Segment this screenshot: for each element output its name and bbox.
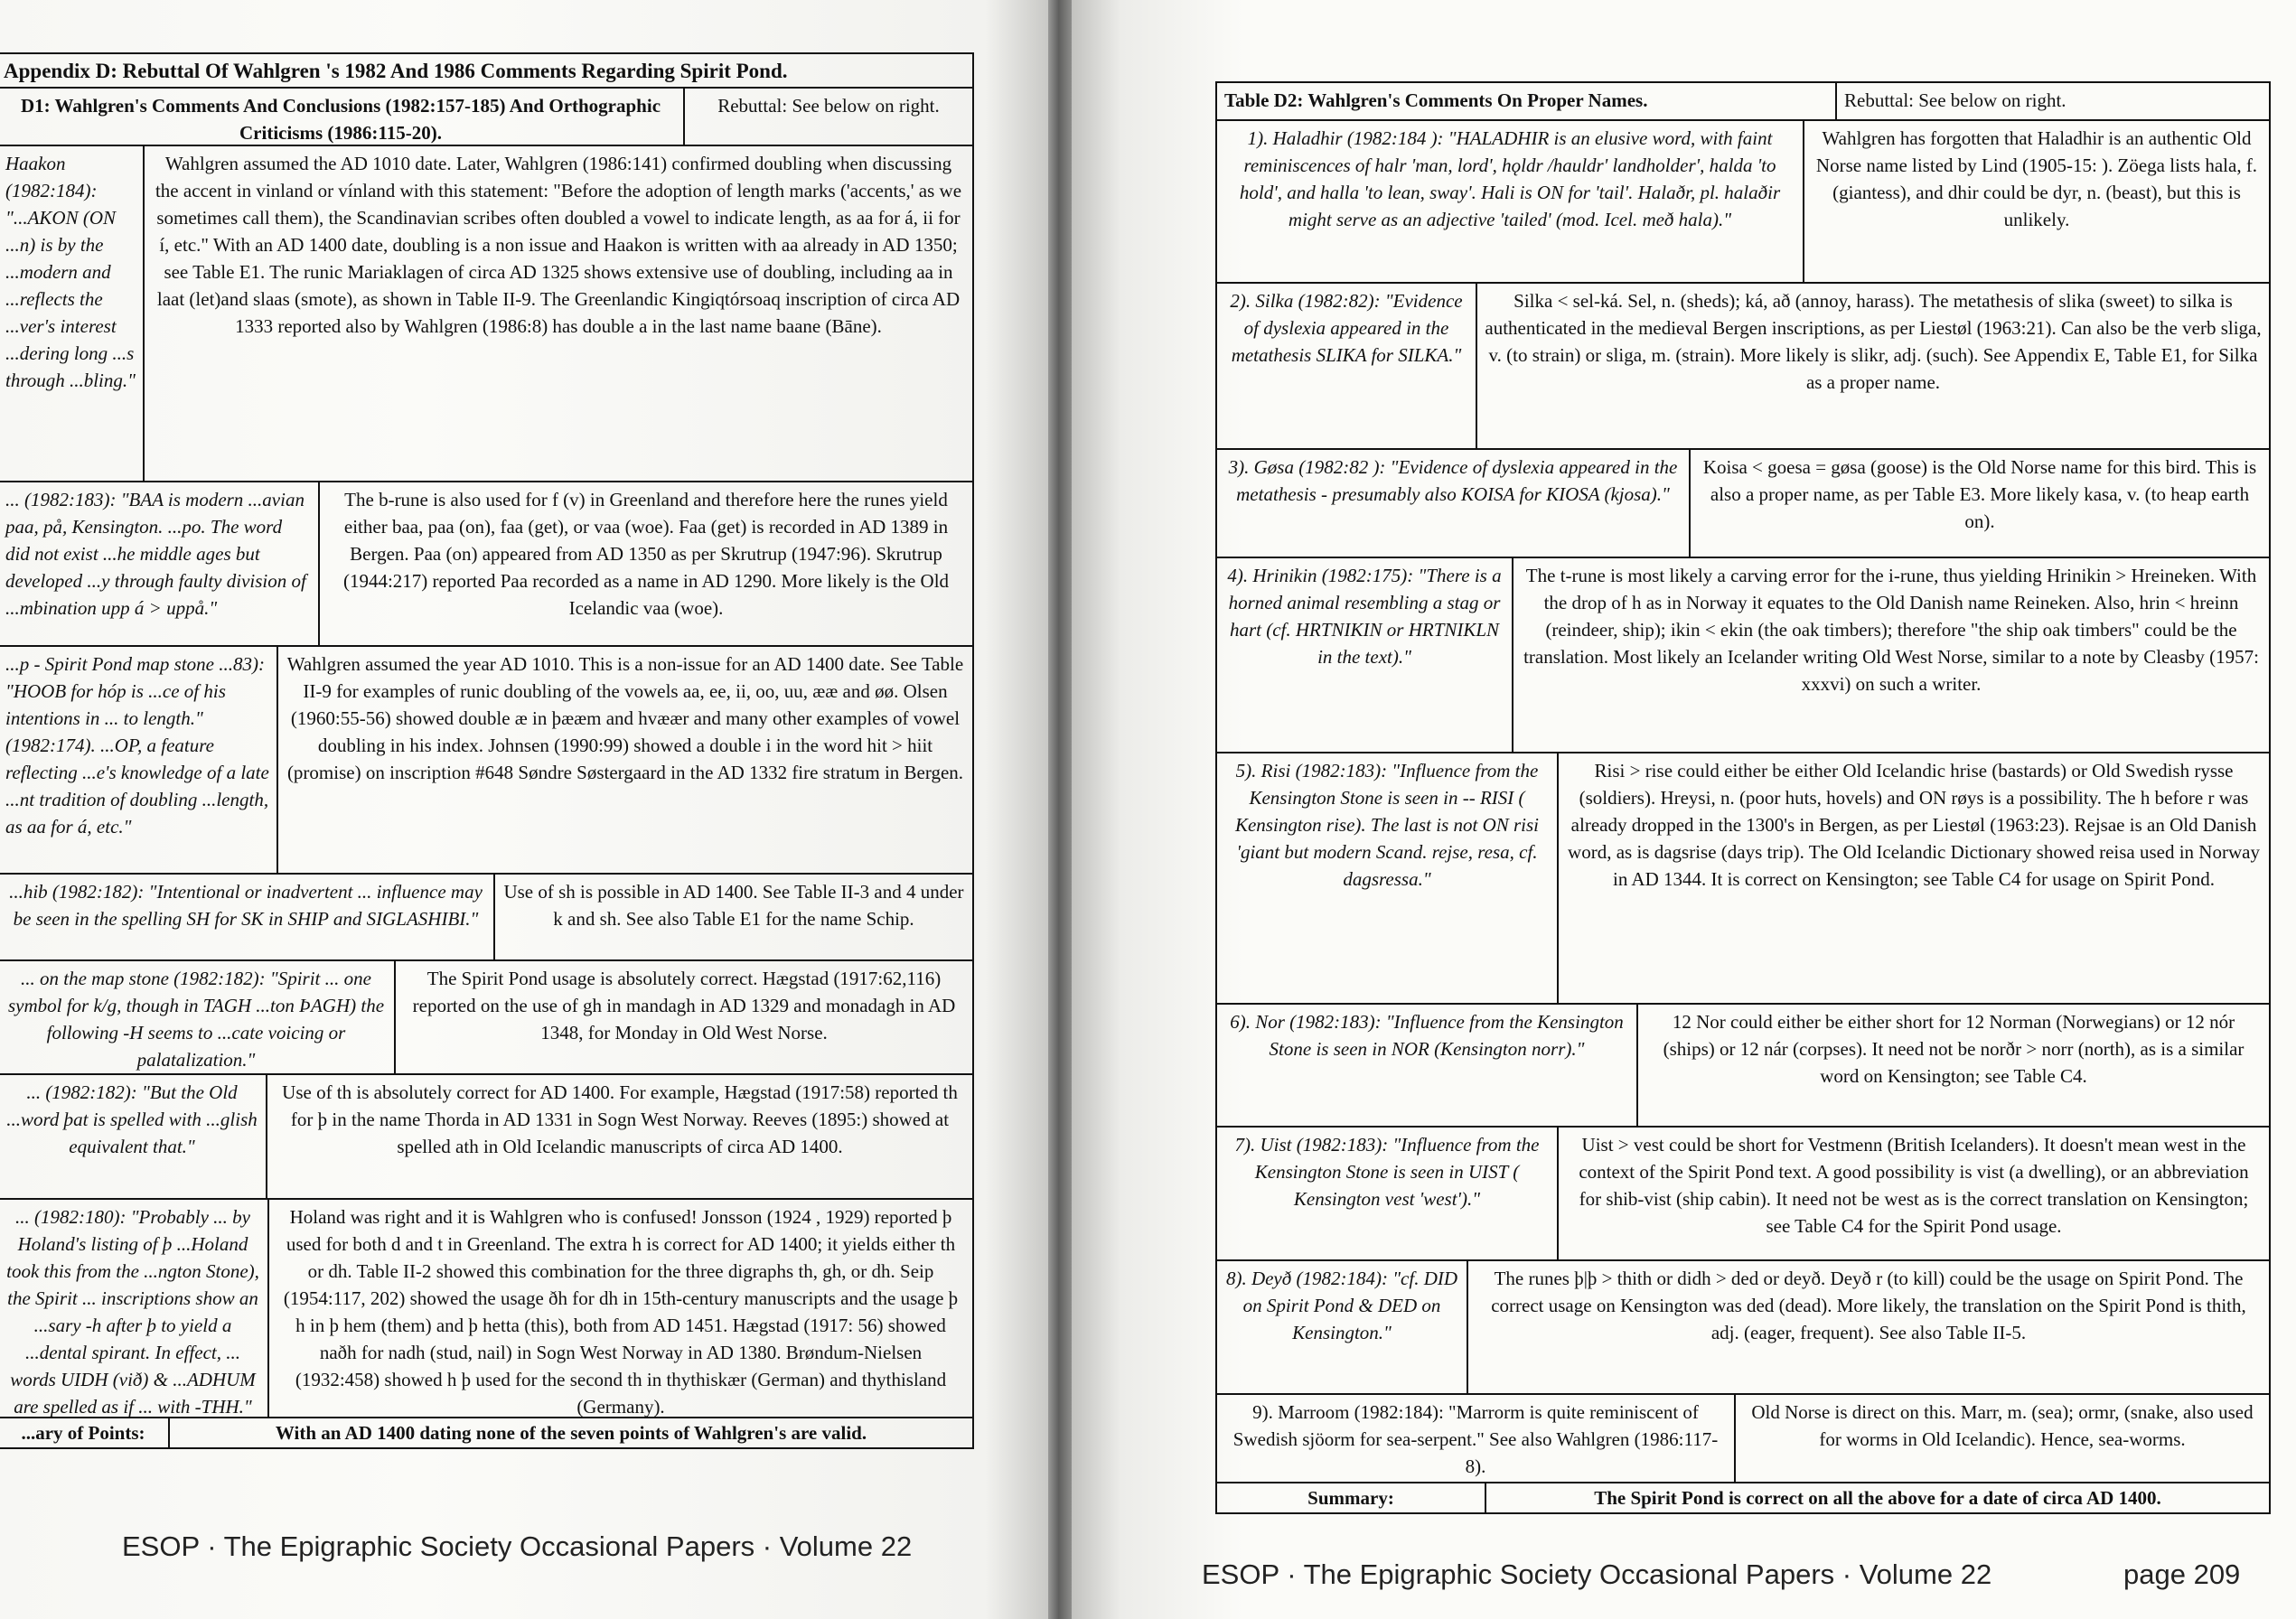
table-row	[1217, 1261, 2269, 1395]
row-comment: 4). Hrinikin (1982:175): "There is a horned animal resembling a stag or hart (cf. HRTNIKIN or HRTNIKLN in the text)."	[1217, 558, 1513, 752]
row-rebuttal: Uist > vest could be short for Vestmenn (British Icelanders). It doesn't mean west in the context of the Spirit Pond text. A good possibility is vist (a dwelling), or an abbreviation for shib-vist (ship cabin). It need not be west as is the correct translation on Kensington; see Table C4 for the Spirit Pond usage.	[1579, 1134, 2249, 1237]
table-header-row	[1217, 83, 2269, 121]
table-row	[1217, 1005, 2269, 1128]
row-comment: 1). Haladhir (1982:184 ): "HALADHIR is an elusive word, with faint reminiscences of halr 'man, lord', hǫldr /hauldr' landholder', halda 'to hold', and halla 'to lean, sway'. Hali is ON for 'tail'. Halaðr, pl. halaðir might serve as an adjective 'tailed' (mod. Icel. með hala)."	[1217, 121, 1804, 282]
summary-row	[1217, 1483, 2269, 1512]
row-comment: 6). Nor (1982:183): "Influence from the Kensington Stone is seen in NOR (Kensington norr)."	[1217, 1005, 1638, 1126]
table-row	[0, 146, 972, 482]
table-row	[0, 875, 972, 961]
row-comment: 2). Silka (1982:82): "Evidence of dyslexia appeared in the metathesis SLIKA for SILKA."	[1217, 284, 1477, 448]
left-page	[0, 0, 1048, 1619]
table-row	[1217, 450, 2269, 558]
table-row	[1217, 121, 2269, 284]
row-rebuttal: Use of sh is possible in AD 1400. See Table II-3 and 4 under k and sh. See also Table E1 for the name Schip.	[503, 881, 964, 930]
book-gutter	[1048, 0, 1072, 1619]
summary-label: ...ary of Points:	[0, 1418, 170, 1447]
row-comment: 7). Uist (1982:183): "Influence from the Kensington Stone is seen in UIST ( Kensington vest 'west')."	[1217, 1128, 1559, 1259]
table-row	[1217, 1128, 2269, 1261]
row-rebuttal: Holand was right and it is Wahlgren who is confused! Jonsson (1924 , 1929) reported þ used for both d and t in Greenland. The extra h is correct for AD 1400; it yields either th or dh. Table II-2 showed this combination for the three digraphs th, gh, or dh. Seip (1954:117, 202) showed the usage ðh for dh in 15th-century manuscripts and the usage þ h in þ hem (them) and þ hetta (this), both from AD 1451. Hægstad (1917: 56) showed naðh for nadh (stud, nail) in Sogn West Norway in AD 1380. Brøndum-Nielsen (1932:458) showed h þ used for the second th in thythiskær (German) and thythisland (Germany).	[283, 1206, 959, 1417]
row-rebuttal: The Spirit Pond usage is absolutely correct. Hægstad (1917:62,116) reported on the use of gh in mandagh in AD 1329 and monadagh in AD 1348, for Monday in Old West Norse.	[412, 968, 956, 1043]
table-header-left: Table D2: Wahlgren's Comments On Proper Names.	[1217, 83, 1837, 119]
table-row	[1217, 558, 2269, 753]
row-comment: Haakon (1982:184): "...AKON (ON ...n) is by the ...modern and ...reflects the ...ver's interest ...dering long ...s through ...bling."	[0, 146, 145, 481]
table-d1	[0, 52, 974, 1449]
row-rebuttal: Old Norse is direct on this. Marr, m. (sea); ormr, (snake, also used for worms in Old Icelandic). Hence, sea-worms.	[1751, 1401, 2254, 1450]
row-rebuttal: The t-rune is most likely a carving error for the i-rune, thus yielding Hrinikin > Hreineken. With the drop of h as in Norway it equates to the Old Danish name Reineken. Also, hrin < hreinn (reindeer, ship); ikin < ekin (the oak timbers); therefore "the ship oak timbers" could be the translation. Most likely an Icelander writing Old West Norse, similar to a note by Cleasby (1957: xxxvi) on such a writer.	[1523, 565, 2259, 695]
row-rebuttal: Wahlgren assumed the AD 1010 date. Later, Wahlgren (1986:141) confirmed doubling when discussing the accent in vinland or vínland with this statement: "Before the adoption of length marks ('accents,' as we sometimes call them), the Scandinavian scribes often doubled a vowel to indicate length, as aa for á, ii for í, etc." With an AD 1400 date, doubling is a non issue and Haakon is written with aa already in AD 1350; see Table E1. The runic Mariaklagen of circa AD 1325 shows extensive use of doubling, including aa in laat (let)and slaas (smote), as shown in Table II-9. The Greenlandic Kingiqtórsoaq inscription of circa AD 1333 reported also by Wahlgren (1986:8) has double a in the last name baane (Bāne).	[155, 153, 962, 337]
row-rebuttal: 12 Nor could either be either short for 12 Norman (Norwegians) or 12 nór (ships) or 12 nár (corpses). It need not be norðr > norr (north), as is a similar word on Kensington; see Table C4.	[1663, 1011, 2244, 1087]
right-page	[1072, 0, 2296, 1619]
summary-row	[0, 1418, 972, 1447]
table-row	[0, 1200, 972, 1418]
row-rebuttal: Wahlgren has forgotten that Haladhir is an authentic Old Norse name listed by Lind (1905-15: ). Zöega lists hala, f. (giantess), and dhir could be dyr, n. (beast), but this is unlikely.	[1815, 127, 2258, 230]
row-rebuttal: Wahlgren assumed the year AD 1010. This is a non-issue for an AD 1400 date. See Table II-9 for examples of runic doubling of the vowels aa, ee, ii, oo, uu, ææ and øø. Olsen (1960:55-56) showed double æ in þææm and hvæær and many other examples of vowel doubling in his index. Johnsen (1990:99) showed a double i in the word hit > hiit (promise) on inscription #648 Søndre Søstergaard in the AD 1332 fire stratum in Bergen.	[286, 653, 964, 783]
left-page-footer: ESOP · The Epigraphic Society Occasional Papers · Volume 22	[122, 1530, 913, 1562]
row-rebuttal: The b-rune is also used for f (v) in Greenland and therefore here the runes yield either baa, paa (on), faa (get), or vaa (woe). Faa (get) is recorded in AD 1389 in Bergen. Paa (on) appeared from AD 1350 as per Skrutrup (1947:96). Skrutrup (1944:217) reported Paa recorded as a name in AD 1290. More likely is the Old Icelandic vaa (woe).	[342, 489, 950, 619]
row-comment: 9). Marroom (1982:184): "Marrorm is quite reminiscent of Swedish sjöorm for sea-serpent." See also Wahlgren (1986:117-8).	[1217, 1395, 1736, 1482]
table-header-right: Rebuttal: See below on right.	[717, 95, 940, 117]
row-comment: 8). Deyð (1982:184): "cf. DID on Spirit Pond & DED on Kensington."	[1217, 1261, 1468, 1393]
table-header-left: D1: Wahlgren's Comments And Conclusions (1982:157-185) And Orthographic Criticisms (1986:115-20).	[0, 89, 685, 145]
table-row	[1217, 1395, 2269, 1483]
row-comment: ... (1982:183): "BAA is modern ...avian paa, på, Kensington. ...po. The word did not exist ...he middle ages but developed ...y through faulty division of ...mbination upp á > uppå."	[0, 482, 320, 645]
appendix-title: Appendix D: Rebuttal Of Wahlgren 's 1982 And 1986 Comments Regarding Spirit Pond.	[4, 60, 788, 82]
row-comment: 5). Risi (1982:183): "Influence from the Kensington Stone is seen in -- RISI ( Kensington rise). The last is not ON risi 'giant but modern Scand. rejse, resa, cf. dagsressa."	[1217, 753, 1559, 1003]
right-page-footer: ESOP · The Epigraphic Society Occasional Papers · Volume 22	[1202, 1558, 1992, 1590]
row-rebuttal: Silka < sel-ká. Sel, n. (sheds); ká, að (annoy, harass). The metathesis of slika (sweet) to silka is authenticated in the medieval Bergen inscriptions, as per Liestøl (1963:21). Can also be the verb sliga, v. (to strain) or sliga, m. (strain). More likely is slikr, adj. (such). See Appendix E, Table E1, for Silka as a proper name.	[1485, 290, 2262, 393]
row-comment: ... (1982:180): "Probably ... by Holand's listing of þ ...Holand took this from the ...ngton Stone), the Spirit ... inscriptions show an ...sary -h after þ to yield a ...dental spirant. In effect, ... words UIDH (við) & ...ADHUM are spelled as if ... with -THH."	[0, 1200, 269, 1417]
table-header-right: Rebuttal: See below on right.	[1844, 89, 2066, 111]
summary-text: With an AD 1400 dating none of the seven points of Wahlgren's are valid.	[275, 1422, 867, 1444]
table-row	[1217, 284, 2269, 450]
row-rebuttal: Use of th is absolutely correct for AD 1400. For example, Hægstad (1917:58) reported th for þ in the name Thorda in AD 1331 in Sogn West Norway. Reeves (1895:) showed at spelled ath in Old Icelandic manuscripts of circa AD 1400.	[282, 1081, 958, 1157]
row-rebuttal: Koisa < goesa = gøsa (goose) is the Old Norse name for this bird. This is also a proper name, as per Table E3. More likely kasa, v. (to heap earth on).	[1702, 456, 2257, 532]
row-comment: ...p - Spirit Pond map stone ...83): "HOOB for hóp is ...ce of his intentions in ... to length." (1982:174). ...OP, a feature reflecting ...e's knowledge of a late ...nt tradition of doubling ...length, as aa for á, etc."	[0, 647, 278, 873]
row-rebuttal: The runes þ|þ > thith or didh > ded or deyð. Deyð r (to kill) could be the usage on Spirit Pond. The correct usage on Kensington was ded (dead). More likely, the translation on the Spirit Pond is thith, adj. (eager, frequent). See also Table II-5.	[1491, 1268, 2246, 1343]
summary-label: Summary:	[1217, 1483, 1486, 1512]
row-rebuttal: Risi > rise could either be either Old Icelandic hrise (bastards) or Old Swedish rysse (soldiers). Hreysi, n. (poor huts, hovels) and ON røys is a possibility. The h before r was already dropped in the 1300's in Bergen, as per Liestøl (1963:23). Rejsae is an Old Danish word, as is dagsrise (days trip). The Old Icelandic Dictionary showed reisa used in Norway in AD 1344. It is correct on Kensington; see Table C4 for usage on Spirit Pond.	[1568, 760, 2260, 890]
table-row	[0, 961, 972, 1075]
table-title-row	[0, 54, 972, 89]
table-row	[0, 482, 972, 647]
table-row	[0, 647, 972, 875]
row-comment: 3). Gøsa (1982:82 ): "Evidence of dyslexia appeared in the metathesis - presumably also KOISA for KIOSA (kjosa)."	[1217, 450, 1691, 557]
table-header-row	[0, 89, 972, 146]
table-d2	[1215, 81, 2271, 1514]
row-comment: ... on the map stone (1982:182): "Spirit ... one symbol for k/g, though in TAGH ...ton ÞAGH) the following -H seems to ...cate voicing or palatalization."	[0, 961, 396, 1073]
table-row	[1217, 753, 2269, 1005]
row-comment: ... (1982:182): "But the Old ...word þat is spelled with ...glish equivalent that."	[0, 1075, 267, 1198]
table-row	[0, 1075, 972, 1200]
summary-text: The Spirit Pond is correct on all the above for a date of circa AD 1400.	[1594, 1487, 2161, 1509]
row-comment: ...hib (1982:182): "Intentional or inadvertent ... influence may be seen in the spelling SH for SK in SHIP and SIGLASHIBI."	[0, 875, 495, 959]
page-number: page 209	[2123, 1558, 2241, 1590]
